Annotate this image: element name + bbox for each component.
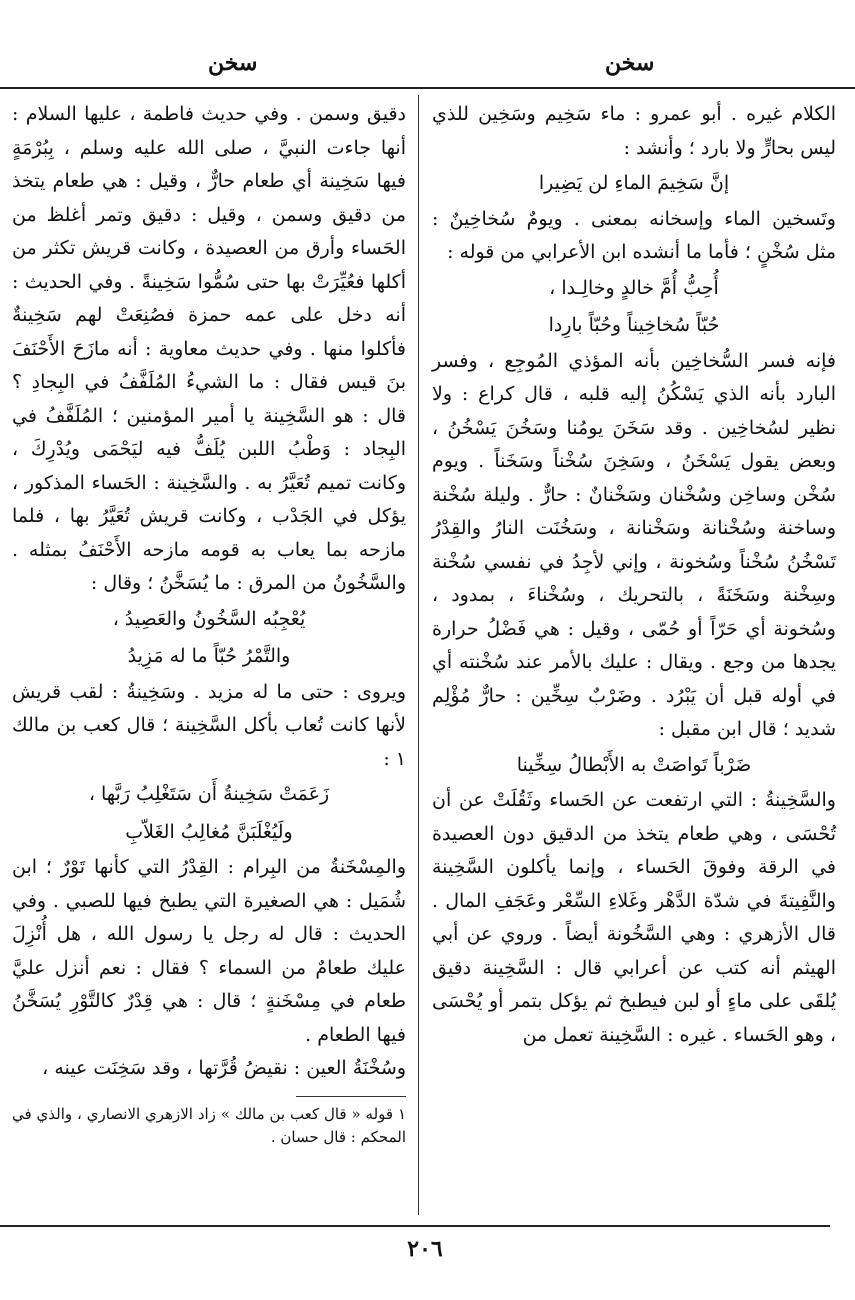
column-divider xyxy=(418,95,419,1215)
verse-line: ضَرْباً تَواصَتْ به الأَبْطالُ سِخِّينا xyxy=(516,753,752,776)
verse-line: يُعْجِبُه السَّخُونُ والعَصِيدُ ، xyxy=(112,607,306,630)
paragraph: والسَّخِينةُ : التي ارتفعت عن الحَساء وثَقُلَتْ عن أن تُحْسَى ، وهي طعام يتخذ من الدقيق دون العصيدة في الرقة وفوقَ الحَساء ، وإنما يأكلون السَّخِينة والنَّفِيتةَ في شدّة الدَّهْر وغَلاءِ السِّعْر وعَجَفِ المال . قال الأزهري : وهي السَّخُونة أيضاً . وروي عن أبي الهيثم أنه كتب عن أعرابي قال : السَّخِينة دقيق يُلقَى على ماءٍ أو لبن فيطبخ ثم يؤكل بتمر أو يُحْسَى ، وهو الحَساء . غيره : السَّخِينة تعمل من xyxy=(432,789,836,1046)
paragraph: وتَسخين الماء وإسخانه بمعنى . ويومٌ سُخاخِينٌ : مثل سُخْنٍ ؛ فأما ما أنشده ابن الأعرابي من قوله : xyxy=(432,207,836,263)
verse-line: والتَّمْرُ حُبّاً ما له مَزِيدُ xyxy=(127,645,291,667)
footnote-rule xyxy=(296,1096,406,1097)
paragraph: دقيق وسمن . وفي حديث فاطمة ، عليها السلام : أنها جاءت النبيَّ ، صلى الله عليه وسلم ، بِبُرْمَةٍ فيها سَخِينة أي طعام حارٌّ ، وقيل : هي طعام يتخذ من دقيق وسمن ، وقيل : دقيق وتمر أغلظ من الحَساء وأرق من العصيدة ، وكانت قريش تكثر من أكلها فعُيِّرَتْ بها حتى سُمُّوا سَخِينةً . وفي الحديث : أنه دخل على عمه حمزة فصُنِعَتْ لهم سَخِينةٌ فأكلوا منها . وفي حديث معاوية : أنه مازَحَ الأَحْنَفَ بنَ قيس فقال : ما الشيءُ المُلَفَّفُ في البِجادِ ؟ قال : هو السَّخِينة يا أمير المؤمنين ؛ المُلَفَّفُ في البِجاد : وَطْبُ اللبن يُلَفُّ فيه ليَحْمَى ويُدْرِكَ ، وكانت تميم تُعَيَّرُ به . والسَّخِينة : الحَساء المذكور ، يؤكل في الجَدْب ، وكانت قريش تُعَيَّرُ بها ، فلما مازحه بما يعاب به قومه مازحه الأَحْنَفُ بمثله . والسَّخُونُ من المرق : ما يُسَخَّنُ ؛ وقال : xyxy=(12,103,406,594)
right-column xyxy=(432,98,836,1052)
verse-line: إنَّ سَخِيمَ الماءِ لن يَضِيرا xyxy=(538,172,730,194)
left-column xyxy=(12,98,406,1149)
verse-line: حُبّاً سُخاخِيناً وحُبّاً بارِدا xyxy=(548,314,720,336)
paragraph: الكلام غيره . أبو عمرو : ماء سَخِيم وسَخِين للذي ليس بحارٍّ ولا بارد ؛ وأنشد : xyxy=(432,103,836,159)
paragraph: والمِسْخَنةُ من البِرام : القِدْرُ التي كأنها تَوْرٌ ؛ ابن شُمَيل : هي الصغيرة التي يطبخ فيها للصبي . وفي الحديث : قال له رجل يا رسول الله ، هل أُنْزِلَ عليك طعامٌ من السماء ؟ فقال : نعم أنزل عليَّ طعام في مِسْخَنةٍ ؛ قال : هي قِدْرٌ كالتَّوْرِ يُسَخَّنُ فيها الطعام . xyxy=(12,856,406,1046)
footnote: ١ قوله « قال كعب بن مالك » زاد الازهري الانصاري ، والذي في المحكم : قال حسان . xyxy=(12,1104,406,1146)
verse-line: أُحِبُّ أُمَّ خالدٍ وخالِـدا ، xyxy=(549,276,719,299)
paragraph: ويروى : حتى ما له مزيد . وسَخِينةُ : لقب قريش لأنها كانت تُعاب بأكل السَّخِينة ؛ قال كعب بن مالك ١ : xyxy=(12,680,406,770)
verse-line: زَعَمَتْ سَخِينةُ أَن سَتَغْلِبُ رَبَّها ، xyxy=(88,783,330,805)
header-rule xyxy=(0,87,855,89)
running-headword-right: سخن xyxy=(605,50,655,76)
paragraph: وسُخْنَةُ العين : نقيضُ قُرَّتها ، وقد سَخِنَت عينه ، xyxy=(42,1057,406,1079)
page-number: ٢٠٦ xyxy=(407,1236,443,1262)
paragraph: فإنه فسر السُّخاخِين بأنه المؤذي المُوجِع ، وفسر البارد بأنه الذي يَسْكُنُ إليه قلبه ، قال كراع : ولا نظير لسُخاخِين . وقد سَخَنَ يومُنا وسَخُنَ يَسْخُنُ ، وبعض يقول يَسْخَنُ ، وسَخِنَ سُخْناً وسَخَناً . ويوم سُخْن وساخِن وسُخْنان وسَخْنانٌ : حارٌّ . وليلة سُخْنة وساخنة وسُخْنانة وسَخْنانة ، وسَخُنَت النارُ والقِدْرُ تَسْخُنُ سُخْناً وسُخونة ، وإني لأجِدُ في نفسي سُخْنة وسِخْنة وسَخَنَةً ، بالتحريك ، وسُخْناءَ ، بمدود ، وسُخونة أي حَرّاً أو حُمّى ، وقيل : هي فَضْلُ حرارة يجدها من وجع . ويقال : عليك بالأمر عند سُخْنته أي في أوله قبل أن يَبْرُد . وضَرْبٌ سِخِّين : حارٌّ مُؤْلِم شديد ؛ قال ابن مقبل : xyxy=(432,349,836,740)
verse-line: ولَيُغْلَبَنَّ مُغالِبُ الغَلاّبِ xyxy=(125,820,293,843)
running-headword-left: سخن xyxy=(208,50,258,76)
bottom-rule xyxy=(0,1225,830,1227)
